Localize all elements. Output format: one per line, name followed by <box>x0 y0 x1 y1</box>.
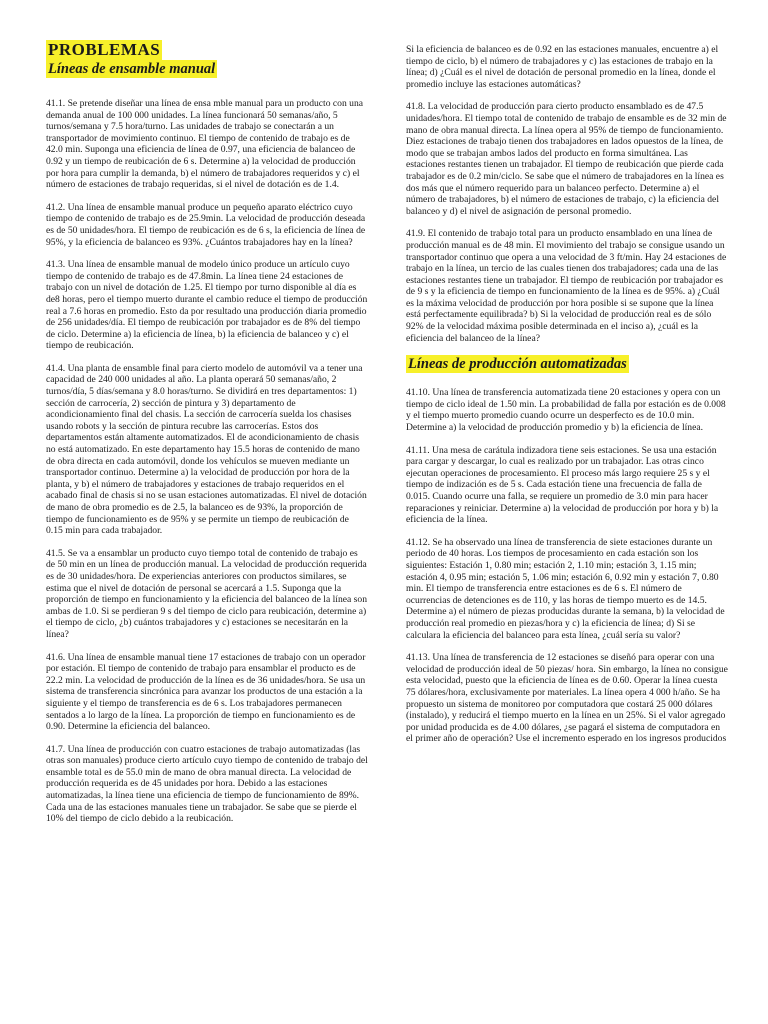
problem-41-7: 41.7. Una línea de producción con cuatro estaciones de trabajo automatizadas (las otras son manuales) produce cierto artículo cuyo tiempo de contenido de trabajo del ensamble total es de 55.0 min de mano de obra manual directa. La velocidad de producción requerida es de 45 unidades por hora. Debido a las estaciones automatizadas, la línea tiene una eficiencia de tiempo de funcionamiento de 89%. Cada una de las estaciones manuales tiene un trabajador. Se sabe que se pierde el 10% del tiempo de ciclo debido a la reubicación. <box>46 743 368 825</box>
problem-41-7-continued: Si la eficiencia de balanceo es de 0.92 en las estaciones manuales, encuentre a) el tiempo de ciclo, b) el número de trabajadores y c) las estaciones de trabajo en la línea; d) ¿Cuál es el nivel de dotación de personal promedio en la línea, donde el promedio incluye las estaciones automáticas? <box>406 44 719 90</box>
problem-41-11: 41.11. Una mesa de carátula indizadora tiene seis estaciones. Se usa una estación para cargar y descargar, lo cual es realizado por un trabajador. Las otras cinco ejecutan operaciones de procesamiento. El proceso más largo requiere 25 s y el tiempo de indización es de 5 s. Cada estación tiene una frecuencia de falla de 0.015. Cuando ocurre una falla, se requiere un promedio de 3.0 min para hacer reparaciones y reiniciar. Determine a) la velocidad de producción por hora y b) la eficiencia de la línea. <box>406 444 719 526</box>
problem-41-3: 41.3. Una línea de ensamble manual de modelo único produce un artículo cuyo tiempo de contenido de trabajo es de 47.8min. La línea tiene 24 estaciones de trabajo con un nivel de dotación de 1.25. El tiempo por turno disponible al día es de8 horas, pero el tiempo muerto durante el cambio reduce el tiempo de producción real a 7.6 horas en promedio. Esto da por resultado una producción diaria promedio de 256 unidades/día. El tiempo de reubicación por trabajador es de 8% del tiempo de ciclo. Determine a) la eficiencia de línea, b) la eficiencia de balanceo y c) el tiempo de reubicación. <box>46 259 368 352</box>
problem-41-13: 41.13. Una línea de transferencia de 12 estaciones se diseñó para operar con una velocidad de producción ideal de 50 piezas/ hora. Sin embargo, la línea no consigue esta velocidad, puesto que la eficiencia de línea es de 0.60. Operar la línea cuesta 75 dólares/hora, exclusivamente por materiales. La línea opera 4 000 h/año. Se ha propuesto un sistema de monitoreo por computadora que costará 25 000 dólares (instalado), y reducirá el tiempo muerto en la línea en un 25%. Si el valor agregado por unidad producida es de 4.00 dólares, ¿se pagará el sistema de computadora en el primer año de operación? Use el incremento esperado en los ingresos producidos <box>406 652 728 745</box>
problem-41-8: 41.8. La velocidad de producción para cierto producto ensamblado es de 47.5 unidades/hora. El tiempo total de contenido de trabajo de ensamble es de 32 min de mano de obra manual directa. La línea opera al 95% de tiempo de funcionamiento. Diez estaciones de trabajo tienen dos trabajadores en lados opuestos de la línea, de modo que se trabajan ambos lados del producto en forma simultánea. Las estaciones restantes tienen un trabajador. El tiempo de reubicación que pierde cada trabajador es de 0.2 min/ciclo. Se sabe que el número de trabajadores en la línea es dos más que el número requerido para un balanceo perfecto. Determine a) el número de trabajadores, b) el número de estaciones de trabajo, c) la eficiencia del balanceo y d) el nivel de asignación de personal promedio. <box>406 101 727 217</box>
problem-41-5: 41.5. Se va a ensamblar un producto cuyo tiempo total de contenido de trabajo es de 50 min en un línea de producción manual. La velocidad de producción requerida es de 30 unidades/hora. De experiencias anteriores con productos similares, se estima que el nivel de dotación de personal se acercará a 1.5. Suponga que la proporción de tiempo en funcionamiento y la eficiencia del balanceo de la línea son ambas de 1.0. Si se perdieran 9 s del tiempo de ciclo para reubicación, determine a) el tiempo de ciclo, ¿b) cuántos trabajadores y c) estaciones se necesitarán en la línea? <box>46 547 367 640</box>
page-title: PROBLEMAS <box>48 40 161 59</box>
problem-41-12: 41.12. Se ha observado una línea de transferencia de siete estaciones durante un periodo de 40 horas. Los tiempos de procesamiento en cada estación son los siguientes: Estación 1, 0.80 min; estación 2, 1.10 min; estación 3, 1.15 min; estación 4, 0.95 min; estación 5, 1.06 min; estación 6, 0.92 min y estación 7, 0.80 min. El tiempo de transferencia entre estaciones es de 6 s. El número de ocurrencias de detenciones es de 110, y las horas de tiempo muerto es de 14.5. Determine a) el número de piezas producidas durante la semana, b) la velocidad de producción real promedio en piezas/hora y c) la eficiencia de línea; d) Si se calculara la eficiencia del balanceo para esta línea, ¿cuál sería su valor? <box>406 536 725 641</box>
problem-41-6: 41.6. Una línea de ensamble manual tiene 17 estaciones de trabajo con un operador por estación. El tiempo de contenido de trabajo para ensamblar el producto es de 22.2 min. La velocidad de producción de la línea es de 36 unidades/hora. Se usa un sistema de transferencia sincrónica para avanzar los productos de una estación a la siguiente y el tiempo de transferencia es de 6 s. Los trabajadores permanecen sentados a lo largo de la línea. La proporción de tiempo en funcionamiento es de 0.90. Determine la eficiencia del balanceo. <box>46 651 366 733</box>
problem-41-10: 41.10. Una línea de transferencia automatizada tiene 20 estaciones y opera con un tiempo de ciclo ideal de 1.50 min. La probabilidad de falla por estación es de 0.008 y el tiempo muerto promedio cuando ocurre un desperfecto es de 10.0 min. Determine a) la velocidad de producción promedio y b) la eficiencia de línea. <box>406 387 726 434</box>
left-column <box>46 40 368 836</box>
problem-41-4: 41.4. Una planta de ensamble final para cierto modelo de automóvil va a tener una capacidad de 240 000 unidades al año. La planta operará 50 semanas/año, 2 turnos/día, 5 días/semana y 8.0 horas/turno. Se dividirá en tres departamentos: 1) sección de carrocería, 2) sección de pintura y 3) departamento de acondicionamiento final del chasis. La sección de carrocería suelda los chasises usando robots y la sección de pintura recubre las carrocerías. Estos dos departamentos están altamente automatizados. El de acondicionamiento de chasis no está automatizado. En este departamento hay 15.5 horas de contenido de mano de obra directa en cada automóvil, donde los vehículos se mueven mediante un transportador continuo. Determine a) la velocidad de producción por hora de la planta, y b) el número de trabajadores y estaciones de trabajo requeridos en el acabado final de chasis si no se usan estaciones automatizadas. El nivel de dotación de mano de obra promedio es de 2.5, la balanceo es de 93%, la proporción de tiempo de funcionamiento es de 95% y se permite un tiempo de reubicación de 0.15 min para cada trabajador. <box>46 362 367 537</box>
section-title-manual-lines: Líneas de ensamble manual <box>48 61 216 77</box>
section-title-automated-lines: Líneas de producción automatizadas <box>408 356 627 373</box>
problems-heading <box>46 40 368 60</box>
problem-41-2: 41.2. Una línea de ensamble manual produce un pequeño aparato eléctrico cuyo tiempo de contenido de trabajo es de 25.9min. La velocidad de producción deseada es de 50 unidades/hora. El tiempo de reubicación es de 6 s, la eficiencia de línea de 95%, y la eficiencia de balanceo es 93%. ¿Cuántos trabajadores hay en la línea? <box>46 201 366 248</box>
problem-41-1: 41.1. Se pretende diseñar una línea de ensa mble manual para un producto con una demanda anual de 100 000 unidades. La línea funcionará 50 semanas/año, 5 turnos/semana y 7.5 hora/turno. Las unidades de trabajo se conectarán a un transportador de movimiento continuo. El tiempo de contenido de trabajo es de 42.0 min. Suponga una eficiencia de línea de 0.97, una eficiencia de balanceo de 0.92 y un tiempo de reubicación de 6 s. Determine a) la velocidad de producción por hora para cumplir la demanda, b) el número de trabajadores requeridos y c) el número de estaciones de trabajo requeridas, si el nivel de dotación es de 1.4. <box>46 98 364 191</box>
problem-41-9: 41.9. El contenido de trabajo total para un producto ensamblado en una línea de producción manual es de 48 min. El movimiento del trabajo se consigue usando un transportador continuo que opera a una velocidad de 3 ft/min. Hay 24 estaciones de trabajo en la línea, un tercio de las cuales tienen dos trabajadores; cada una de las estaciones restantes tiene un trabajador. El tiempo de reubicación por trabajador es de 9 s y la eficiencia de tiempo en funcionamiento de la línea es de 95%. a) ¿Cuál es la máxima velocidad de producción por hora posible si se supone que la línea está perfectamente equilibrada? b) Si la velocidad de producción real es de sólo 92% de la velocidad máxima posible determinada en el inciso a), ¿cuál es la eficiencia del balanceo de la línea? <box>406 228 727 344</box>
right-column <box>406 44 728 756</box>
